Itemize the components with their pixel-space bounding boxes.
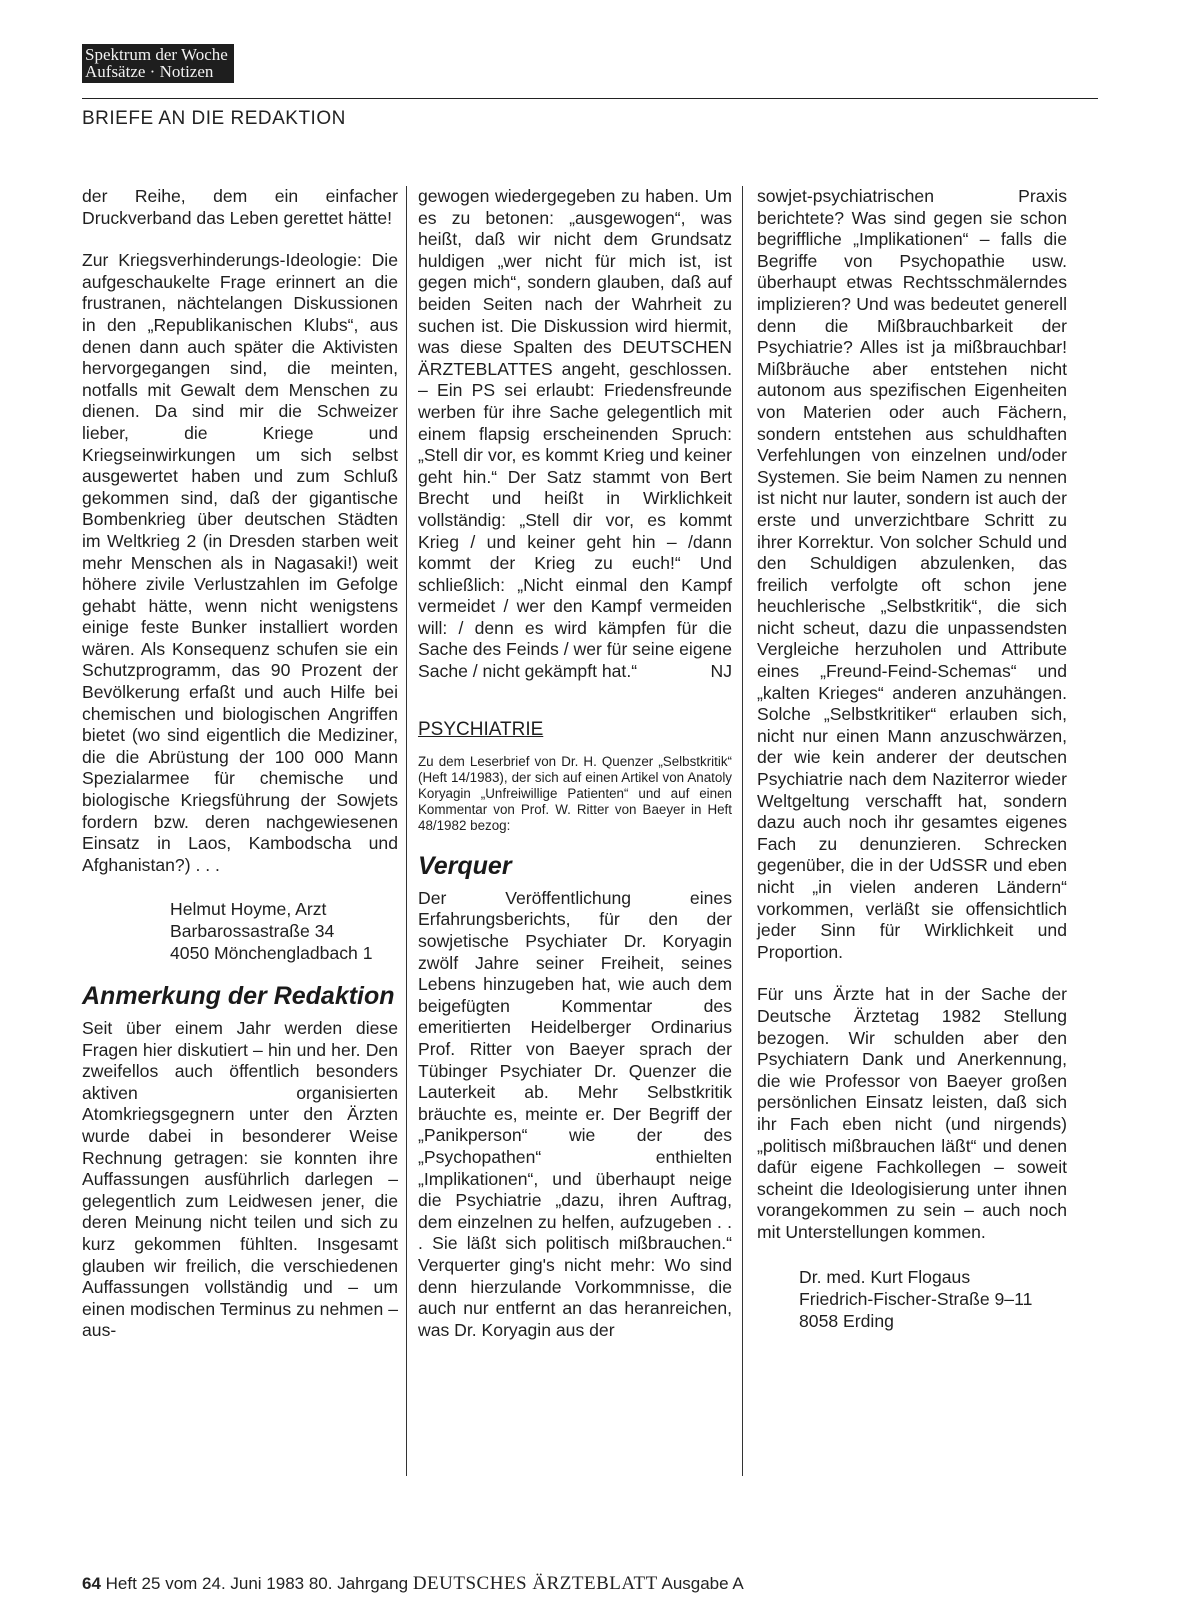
editor-note-text: gewogen wiedergegeben zu haben. Um es zu betonen: „ausgewogen“, was heißt, daß wir nicht dem Grundsatz huldigen „wer nicht für mich ist, ist gegen mich“, sondern glauben, daß auf beiden Seiten nach der Wahrheit zu suchen ist. Die Diskussion wird hiermit, was diese Spalten des DEUTSCHEN ÄRZTEBLATTES angeht, geschlossen. – Ein PS sei erlaubt: Friedensfreunde werben für ihre Sache gelegentlich mit einem flapsig erscheinenden Spruch: „Stell dir vor, es kommt Krieg und keiner geht hin.“ Der Satz stammt von Bert Brecht und heißt in Wirklichkeit vollständig: „Stell dir vor, es kommt Krieg / und keiner geht hin – /dann kommt der Krieg zu euch!“ Und schließlich: „Nicht einmal den Kampf vermeidet / wer den Kampf vermeiden will: / denn es wird kämpfen für die Sache des Feinds / wer für seine eigene Sache / nicht gekämpft hat.“ [418,186,732,682]
section-label-line2: Aufsätze · Notizen [85,62,214,81]
letter-paragraph: Der Veröffentlichung eines Erfahrungsberichts, für den der sowjetische Psychiater Dr. Koryagin zwölf Jahre seiner Freiheit, seines Lebens hinzugeben hat, wie auch dem beigefügten Kommentar des emeritierten Heidelberger Ordinarius Prof. Ritter von Baeyer sprach der Tübinger Psychiater Dr. Quenzer die Lauterkeit ab. Mehr Selbstkritik bräuchte es, meinte er. Der Begriff der „Panikperson“ wie der des „Psychopathen“ enthielten „Implikationen“, und überhaupt neige die Psychiatrie „dazu, ihren Auftrag, dem einzelnen zu helfen, aufzugeben . . . Sie läßt sich politisch mißbrauchen.“ Verquerter ging's nicht mehr: Wo sind denn hierzulande Vorkommnisse, die auch nur entfernt an das heranreichen, was Dr. Koryagin aus der [418,887,732,1340]
signature-name: Helmut Hoyme, Arzt [170,899,327,920]
letter-signature [757,1266,1067,1332]
editor-note-paragraph: Seit über einem Jahr werden diese Fragen hier diskutiert – hin und her. Den zweifellos auch öffentlich besonders aktiven organisierten Atomkriegsgegnern unter den Ärzten wurde dabei in besonderer Weise Rechnung getragen: sie konnten ihre Auffassungen ausführlich darlegen – gelegentlich zum Leidwesen jener, die deren Meinung nicht teilen und sich zu kurz gekommen fühlten. Insgesamt glauben wir freilich, die verschiedenen Auffassungen vollständig und – um einen modischen Terminus zu nehmen – aus- [82,1018,398,1341]
column-3 [757,186,1067,1332]
letter-signature [82,898,398,964]
editor-initials: NJ [710,661,732,682]
editor-note-paragraph [418,186,732,683]
signature-city: 4050 Mönchengladbach 1 [170,943,373,964]
column-divider-1 [406,186,407,1476]
page-number: 64 [82,1574,101,1593]
column-divider-2 [742,186,743,1476]
section-label-box [82,44,234,83]
header-rule [82,98,1098,99]
letter-paragraph: Für uns Ärzte hat in der Sache der Deutsche Ärztetag 1982 Stellung bezogen. Wir schulden aber den Psychiatern Dank und Anerkennung, die wie Professor von Baeyer großen persönlichen Einsatz leisten, daß sich ihr Fach eben nicht (und nirgends) „politisch mißbrauchen läßt“ und denen dafür eigene Fachkollegen – soweit scheint die Ideologisierung unter ihnen vorangekommen zu sein – auch noch mit Unterstellungen kommen. [757,984,1067,1242]
section-title: BRIEFE AN DIE REDAKTION [82,108,346,129]
column-2 [418,186,732,1341]
issue-info: Heft 25 vom 24. Juni 1983 80. Jahrgang [105,1574,409,1593]
edition-label: Ausgabe A [661,1574,744,1593]
rubric-label: PSYCHIATRIE [418,718,544,740]
letter-intro: Zu dem Leserbrief von Dr. H. Quenzer „Selbstkritik“ (Heft 14/1983), der sich auf einen Artikel von Anatoly Koryagin „Unfreiwillige Patienten“ und auf einen Kommentar von Prof. W. Ritter von Baeyer in Heft 48/1982 bezog: [418,754,732,834]
signature-city: 8058 Erding [799,1310,894,1331]
magazine-name: DEUTSCHES ÄRZTEBLATT [412,1573,658,1594]
letter-paragraph: Zur Kriegsverhinderungs-Ideologie: Die aufgeschaukelte Frage erinnert an die frustranen, nächtelangen Diskussionen in den „Republikanischen Klubs“, aus denen dann auch später die Aktivisten hervorgegangen sind, die meinten, notfalls mit Gewalt dem Menschen zu dienen. Da sind mir die Schweizer lieber, die Kriege und Kriegseinwirkungen um sich selbst ausgewertet haben und zum Schluß gekommen sind, daß der gigantische Bombenkrieg über deutschen Städten im Weltkrieg 2 (in Dresden starben weit mehr Menschen als in Nagasaki!) weit höhere zivile Verlustzahlen im Gefolge gehabt hätte, wenn nicht wenigstens einige feste Bunker installiert worden wären. Als Konsequenz schufen sie ein Schutzprogramm, das 90 Prozent der Bevölkerung erfaßt und auch Hilfe bei chemischen und biologischen Angriffen bietet (wo sind eigentlich die Mediziner, die die Abrüstung der 100 000 Mann Spezialarmee für chemische und biologische Kriegsführung der Sowjets fordern bzw. deren nachgewiesenen Einsatz in Laos, Kambodscha und Afghanistan?) . . . [82,250,398,875]
signature-name: Dr. med. Kurt Flogaus [799,1266,971,1287]
letter-paragraph: sowjet-psychiatrischen Praxis berichtete? Was sind gegen sie schon begriffliche „Implikationen“ – falls die Begriffe von Psychopathie usw. überhaupt etwas Rechtsschmälerndes implizieren? Und was bedeutet generell denn die Mißbrauchbarkeit der Psychiatrie? Alles ist ja mißbrauchbar! Mißbräuche aber entstehen nicht autonom aus spezifischen Eigenheiten von Materien oder auch Fächern, sondern entstehen aus schuldhaften Verfehlungen von einzelnen und/oder Systemen. Sie beim Namen zu nennen ist nicht nur lauter, sondern ist auch der erste und unverzichtbare Schritt zu ihrer Korrektur. Von solcher Schuld und den Schuldigen abzulenken, das freilich verfolgte oft schon jene heuchlerische „Selbstkritik“, die sich nicht scheut, dazu die unpassendsten Vergleiche herzuholen und Attribute eines „Freund-Feind-Schemas“ und „kalten Krieges“ anderen anzuhängen. Solche „Selbstkritiker“ erlauben sich, nicht nur einen Mann anzuschwärzen, der wie kein anderer der deutschen Psychiatrie nach dem Naziterror wieder Weltgeltung verschafft hat, sondern dazu auch noch ihr gesamtes eigenes Fach zu denunzieren. Schrecken gegenüber, die in der UdSSR und eben nicht „in vielen anderen Ländern“ vorkommen, verläßt sie offensichtlich jeder Sinn für Wirklichkeit und Proportion. [757,186,1067,962]
letter-paragraph: der Reihe, dem ein einfacher Druckverband das Leben gerettet hätte! [82,186,398,228]
signature-street: Friedrich-Fischer-Straße 9–11 [799,1288,1033,1309]
letter-heading: Verquer [418,852,512,881]
signature-street: Barbarossastraße 34 [170,921,335,942]
page-footer [82,1573,744,1595]
column-1 [82,186,398,1342]
editor-note-heading: Anmerkung der Redaktion [82,982,395,1011]
section-label-line1: Spektrum der Woche [85,45,228,64]
